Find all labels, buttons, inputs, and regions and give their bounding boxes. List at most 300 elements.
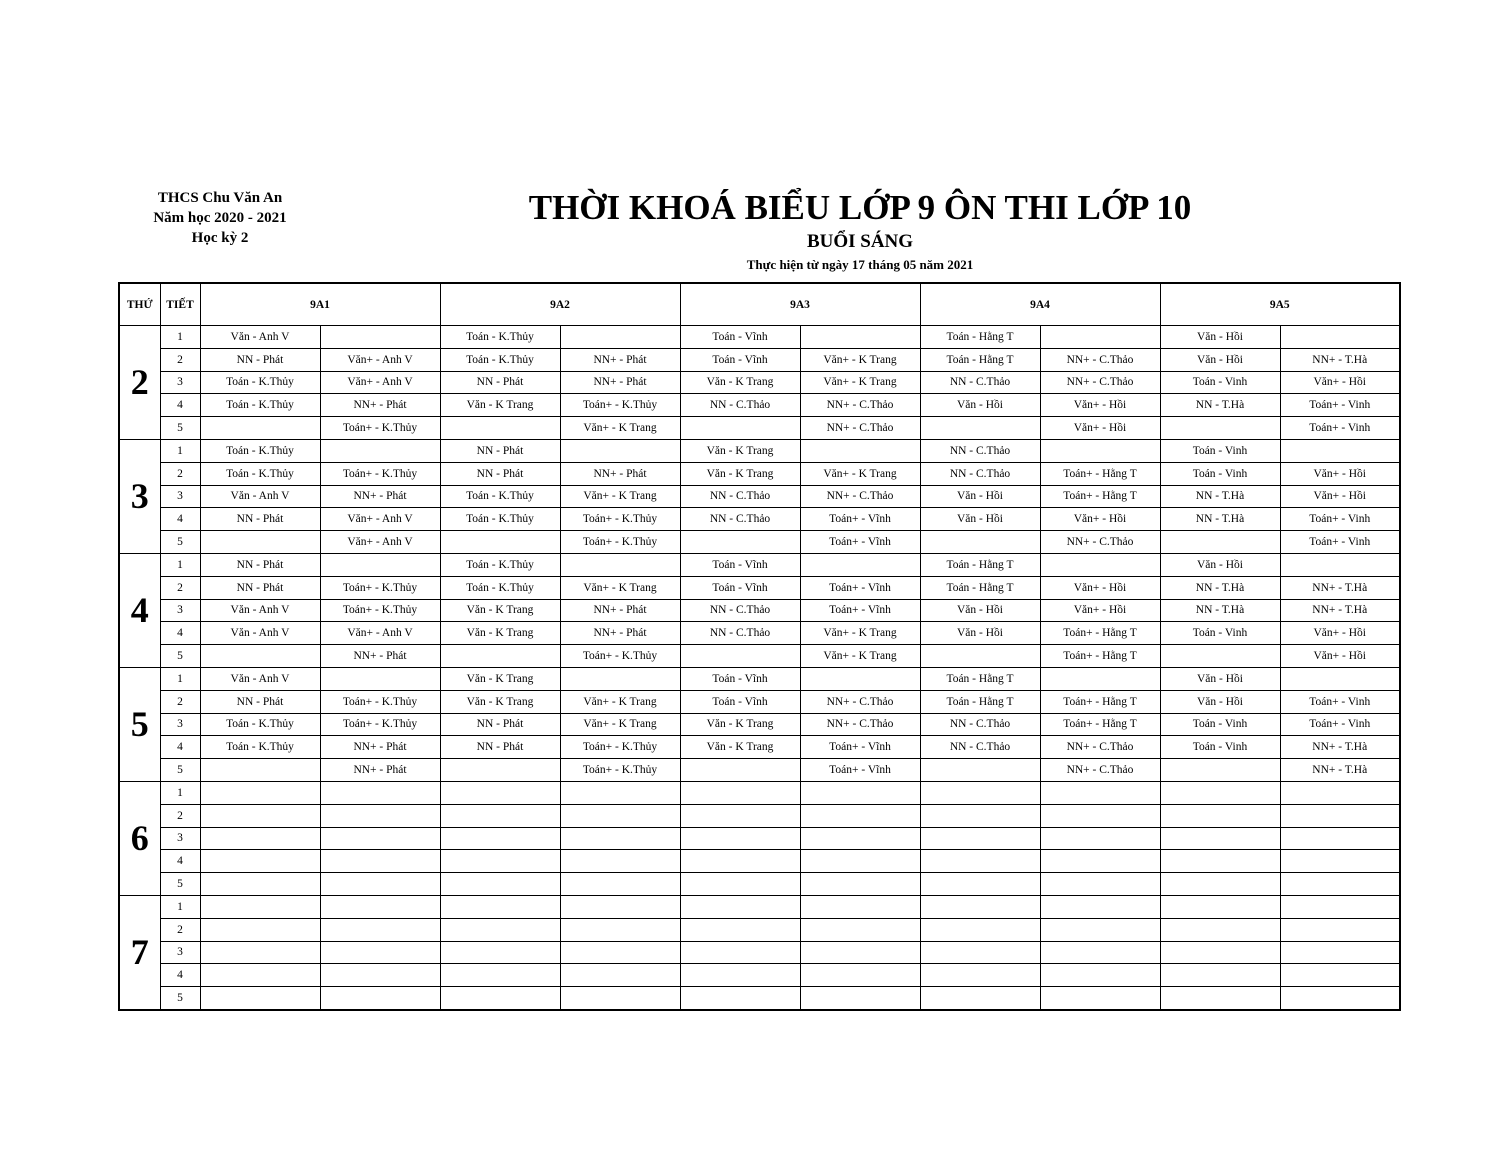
schedule-cell [1040, 918, 1160, 941]
period-number: 5 [160, 987, 200, 1010]
period-number: 1 [160, 895, 200, 918]
period-number: 3 [160, 941, 200, 964]
schedule-cell [440, 417, 560, 440]
schedule-cell [800, 941, 920, 964]
schedule-cell [920, 987, 1040, 1010]
schedule-cell [1280, 781, 1400, 804]
schedule-cell: Văn - Hồi [920, 394, 1040, 417]
schedule-cell: Văn+ - Anh V [320, 348, 440, 371]
schedule-cell: Toán - Vinh [1160, 736, 1280, 759]
schedule-cell: NN - Phát [440, 439, 560, 462]
schedule-cell [560, 439, 680, 462]
schedule-cell [680, 941, 800, 964]
schedule-cell [440, 850, 560, 873]
schedule-cell: Toán+ - K.Thủy [560, 508, 680, 531]
schedule-cell: Toán+ - Vinh [1280, 713, 1400, 736]
schedule-cell [1160, 964, 1280, 987]
schedule-cell: Văn+ - Hồi [1280, 485, 1400, 508]
schedule-cell: Toán - Vĩnh [680, 576, 800, 599]
schedule-cell [680, 645, 800, 668]
schedule-cell [1040, 781, 1160, 804]
schedule-cell: Toán - Hằng T [920, 553, 1040, 576]
period-number: 4 [160, 508, 200, 531]
schedule-cell: Toán+ - K.Thủy [320, 599, 440, 622]
schedule-cell [1040, 804, 1160, 827]
schedule-cell [440, 804, 560, 827]
schedule-cell: Toán+ - K.Thủy [560, 736, 680, 759]
schedule-cell [440, 781, 560, 804]
schedule-cell [1160, 531, 1280, 554]
schedule-cell: NN - Phát [200, 508, 320, 531]
header-class-9a4: 9A4 [920, 283, 1160, 326]
schedule-cell [800, 850, 920, 873]
schedule-cell: NN - Phát [200, 690, 320, 713]
schedule-cell [1280, 987, 1400, 1010]
schedule-cell: Văn - Anh V [200, 667, 320, 690]
schedule-cell [200, 781, 320, 804]
schedule-cell: NN - C.Thảo [680, 508, 800, 531]
schedule-cell [320, 895, 440, 918]
schedule-cell [560, 964, 680, 987]
schedule-cell: Toán+ - K.Thủy [320, 576, 440, 599]
schedule-cell [800, 964, 920, 987]
schedule-cell [560, 918, 680, 941]
schedule-cell [200, 850, 320, 873]
schedule-cell: NN+ - T.Hà [1280, 576, 1400, 599]
table-row [119, 850, 1400, 873]
schedule-cell: NN - C.Thảo [920, 371, 1040, 394]
header-class-9a2: 9A2 [440, 283, 680, 326]
schedule-cell [440, 827, 560, 850]
schedule-cell: NN+ - Phát [560, 348, 680, 371]
schedule-cell [800, 326, 920, 349]
schedule-cell [920, 645, 1040, 668]
schedule-cell: NN+ - C.Thảo [1040, 736, 1160, 759]
timetable-header-row [119, 283, 1400, 326]
schedule-cell [1280, 895, 1400, 918]
schedule-cell [1280, 439, 1400, 462]
schedule-cell: Toán - Vĩnh [680, 326, 800, 349]
period-number: 3 [160, 599, 200, 622]
period-number: 1 [160, 326, 200, 349]
schedule-cell: NN - T.Hà [1160, 394, 1280, 417]
schedule-cell: Văn - Hồi [920, 622, 1040, 645]
schedule-cell: NN - C.Thảo [920, 736, 1040, 759]
schedule-cell: Toán - Vinh [1160, 439, 1280, 462]
schedule-cell [920, 873, 1040, 896]
table-row [119, 645, 1400, 668]
schedule-cell [920, 781, 1040, 804]
schedule-cell: Toán+ - K.Thủy [560, 531, 680, 554]
schedule-cell: NN+ - C.Thảo [1040, 371, 1160, 394]
table-row [119, 759, 1400, 782]
schedule-cell: Văn+ - Hồi [1280, 645, 1400, 668]
schedule-cell [1160, 827, 1280, 850]
schedule-cell: Toán - Vinh [1160, 622, 1280, 645]
schedule-cell: NN+ - Phát [320, 759, 440, 782]
table-row [119, 987, 1400, 1010]
schedule-cell: Toán - K.Thủy [200, 462, 320, 485]
schedule-cell: Toán+ - Vinh [1280, 417, 1400, 440]
schedule-cell [560, 667, 680, 690]
schedule-cell [680, 964, 800, 987]
schedule-cell [320, 667, 440, 690]
schedule-cell [1160, 759, 1280, 782]
schedule-cell [440, 895, 560, 918]
period-number: 1 [160, 781, 200, 804]
schedule-cell: Văn - Hồi [1160, 348, 1280, 371]
schedule-cell [200, 964, 320, 987]
schedule-cell: Văn+ - K Trang [560, 417, 680, 440]
table-row [119, 690, 1400, 713]
schedule-cell [920, 804, 1040, 827]
schedule-cell [1280, 667, 1400, 690]
period-number: 3 [160, 371, 200, 394]
schedule-cell: Toán+ - K.Thủy [560, 394, 680, 417]
schedule-cell: Văn+ - Anh V [320, 622, 440, 645]
schedule-cell: Văn - K Trang [680, 439, 800, 462]
schedule-cell: Toán+ - Vinh [1280, 531, 1400, 554]
period-number: 4 [160, 394, 200, 417]
schedule-cell [1040, 941, 1160, 964]
schedule-cell [1040, 850, 1160, 873]
schedule-cell: Toán+ - Vinh [1280, 690, 1400, 713]
schedule-cell: Văn - K Trang [680, 713, 800, 736]
schedule-cell [1160, 873, 1280, 896]
schedule-cell [440, 873, 560, 896]
schedule-cell: Văn+ - Hồi [1280, 462, 1400, 485]
schedule-cell: Văn+ - Hồi [1040, 394, 1160, 417]
schedule-cell [680, 987, 800, 1010]
header-day: THỨ [119, 283, 160, 326]
schedule-cell: Toán - Vinh [1160, 713, 1280, 736]
schedule-cell [200, 895, 320, 918]
schedule-cell: Toán - K.Thủy [200, 439, 320, 462]
schedule-cell [560, 326, 680, 349]
schedule-cell [560, 827, 680, 850]
schedule-cell [1280, 804, 1400, 827]
schedule-cell: NN+ - Phát [560, 622, 680, 645]
schedule-cell [920, 941, 1040, 964]
schedule-cell [680, 827, 800, 850]
schedule-cell [1040, 439, 1160, 462]
schedule-cell [920, 918, 1040, 941]
schedule-cell: NN - C.Thảo [920, 713, 1040, 736]
schedule-cell: NN - Phát [440, 736, 560, 759]
schedule-cell: Văn+ - Hồi [1280, 371, 1400, 394]
schedule-cell [1280, 850, 1400, 873]
schedule-cell: Toán+ - Vinh [1280, 508, 1400, 531]
schedule-cell: NN+ - C.Thảo [1040, 348, 1160, 371]
schedule-cell: NN - C.Thảo [680, 394, 800, 417]
schedule-cell: NN - T.Hà [1160, 508, 1280, 531]
schedule-cell: Toán - Vĩnh [680, 690, 800, 713]
period-number: 1 [160, 439, 200, 462]
schedule-cell [440, 531, 560, 554]
table-row [119, 873, 1400, 896]
schedule-cell: NN+ - Phát [560, 599, 680, 622]
schedule-cell: Văn - Anh V [200, 622, 320, 645]
schedule-cell: Văn - K Trang [680, 371, 800, 394]
table-row [119, 576, 1400, 599]
schedule-cell: NN+ - C.Thảo [800, 690, 920, 713]
schedule-cell: Toán - K.Thủy [200, 736, 320, 759]
schedule-cell: NN+ - T.Hà [1280, 759, 1400, 782]
schedule-cell: NN+ - Phát [320, 485, 440, 508]
schedule-cell: Toán+ - Vĩnh [800, 508, 920, 531]
schedule-cell: Văn - Hồi [920, 508, 1040, 531]
period-number: 2 [160, 348, 200, 371]
schedule-cell [320, 873, 440, 896]
schedule-cell [1160, 417, 1280, 440]
schedule-cell [1280, 873, 1400, 896]
schedule-cell: Văn+ - Anh V [320, 508, 440, 531]
schedule-cell: Toán - Hằng T [920, 326, 1040, 349]
schedule-cell [1280, 827, 1400, 850]
schedule-cell: Văn+ - K Trang [800, 348, 920, 371]
schedule-cell: Toán - K.Thủy [440, 485, 560, 508]
schedule-cell: Toán+ - K.Thủy [320, 713, 440, 736]
schedule-cell: NN - C.Thảo [920, 462, 1040, 485]
schedule-cell: Văn+ - Hồi [1040, 599, 1160, 622]
schedule-cell [320, 827, 440, 850]
day-label: 3 [119, 439, 160, 553]
schedule-cell [320, 439, 440, 462]
schedule-cell [920, 827, 1040, 850]
schedule-cell [440, 918, 560, 941]
schedule-cell [1280, 941, 1400, 964]
schedule-cell [1040, 987, 1160, 1010]
schedule-cell: Văn - K Trang [680, 462, 800, 485]
schedule-cell: NN - C.Thảo [920, 439, 1040, 462]
schedule-cell [920, 964, 1040, 987]
schedule-cell [440, 759, 560, 782]
schedule-cell [800, 804, 920, 827]
table-row [119, 941, 1400, 964]
schedule-cell [920, 759, 1040, 782]
schedule-cell [560, 941, 680, 964]
schedule-cell: NN - C.Thảo [680, 599, 800, 622]
period-number: 1 [160, 667, 200, 690]
schedule-cell: Toán+ - Hằng T [1040, 622, 1160, 645]
schedule-cell: Văn+ - Anh V [320, 371, 440, 394]
period-number: 2 [160, 804, 200, 827]
table-row [119, 713, 1400, 736]
schedule-cell: Toán+ - Hằng T [1040, 462, 1160, 485]
header-period: TIẾT [160, 283, 200, 326]
table-row [119, 394, 1400, 417]
period-number: 5 [160, 417, 200, 440]
page-title: THỜI KHOÁ BIỂU LỚP 9 ÔN THI LỚP 10 [528, 188, 1192, 227]
schedule-cell [1040, 964, 1160, 987]
schedule-cell: Toán - Hằng T [920, 690, 1040, 713]
schedule-cell: Văn - Anh V [200, 485, 320, 508]
day-label: 5 [119, 667, 160, 781]
schedule-cell: Toán+ - K.Thủy [320, 417, 440, 440]
schedule-cell: Văn - K Trang [440, 622, 560, 645]
school-name: THCS Chu Văn An [157, 190, 283, 206]
schedule-cell: Toán+ - K.Thủy [560, 759, 680, 782]
table-row [119, 371, 1400, 394]
schedule-cell [800, 895, 920, 918]
schedule-cell: Toán - K.Thủy [200, 371, 320, 394]
schedule-cell: Văn+ - Hồi [1040, 576, 1160, 599]
table-row [119, 622, 1400, 645]
schedule-cell [800, 781, 920, 804]
period-number: 3 [160, 485, 200, 508]
schedule-cell [680, 873, 800, 896]
schedule-cell: Văn - Hồi [1160, 326, 1280, 349]
schedule-cell [320, 941, 440, 964]
schedule-cell [320, 850, 440, 873]
schedule-cell: Toán - K.Thủy [440, 576, 560, 599]
schedule-cell [440, 645, 560, 668]
schedule-cell [200, 417, 320, 440]
schedule-cell: Toán+ - K.Thủy [320, 690, 440, 713]
period-number: 5 [160, 759, 200, 782]
schedule-cell [800, 918, 920, 941]
schedule-cell: Văn+ - K Trang [560, 485, 680, 508]
schedule-cell [1160, 645, 1280, 668]
table-row [119, 439, 1400, 462]
schedule-cell: Văn+ - Anh V [320, 531, 440, 554]
schedule-cell: NN+ - Phát [320, 645, 440, 668]
schedule-cell [560, 987, 680, 1010]
schedule-cell: NN - T.Hà [1160, 485, 1280, 508]
schedule-cell [560, 895, 680, 918]
schedule-cell: NN - Phát [200, 576, 320, 599]
schedule-cell [800, 553, 920, 576]
table-row [119, 964, 1400, 987]
schedule-cell [680, 918, 800, 941]
period-number: 3 [160, 713, 200, 736]
header-class-9a3: 9A3 [680, 283, 920, 326]
schedule-cell [920, 531, 1040, 554]
effective-date: Thực hiện từ ngày 17 tháng 05 năm 2021 [746, 257, 974, 272]
schedule-cell [560, 850, 680, 873]
schedule-cell [320, 553, 440, 576]
schedule-cell [1160, 850, 1280, 873]
schedule-cell: Văn - K Trang [440, 690, 560, 713]
table-row [119, 348, 1400, 371]
period-number: 5 [160, 873, 200, 896]
schedule-cell [1280, 326, 1400, 349]
schedule-cell [680, 759, 800, 782]
table-row [119, 895, 1400, 918]
schedule-cell: Toán - Hằng T [920, 667, 1040, 690]
schedule-cell [440, 987, 560, 1010]
schedule-cell: Toán+ - Vĩnh [800, 759, 920, 782]
schedule-cell [320, 987, 440, 1010]
table-row [119, 804, 1400, 827]
schedule-cell: NN - Phát [200, 348, 320, 371]
schedule-cell [1280, 918, 1400, 941]
schedule-cell: Văn+ - K Trang [800, 371, 920, 394]
schedule-cell: Văn+ - Hồi [1040, 508, 1160, 531]
schedule-cell [1040, 553, 1160, 576]
period-number: 4 [160, 622, 200, 645]
schedule-cell: NN+ - T.Hà [1280, 348, 1400, 371]
day-label: 2 [119, 326, 160, 440]
schedule-cell [200, 987, 320, 1010]
header-class-9a5: 9A5 [1160, 283, 1400, 326]
schedule-cell [1160, 941, 1280, 964]
day-label: 4 [119, 553, 160, 667]
schedule-cell: NN+ - C.Thảo [1040, 531, 1160, 554]
schedule-cell [200, 941, 320, 964]
schedule-cell [680, 804, 800, 827]
schedule-cell: Văn+ - K Trang [560, 576, 680, 599]
period-number: 4 [160, 964, 200, 987]
schedule-cell: Toán+ - Hằng T [1040, 645, 1160, 668]
schedule-cell: Văn - Hồi [920, 485, 1040, 508]
schedule-cell: Văn - Anh V [200, 326, 320, 349]
schedule-cell: Văn - Hồi [1160, 553, 1280, 576]
schedule-cell [560, 781, 680, 804]
schedule-cell [200, 531, 320, 554]
schedule-cell [1160, 918, 1280, 941]
schedule-cell: NN - C.Thảo [680, 622, 800, 645]
header-class-9a1: 9A1 [200, 283, 440, 326]
schedule-cell: NN+ - Phát [320, 394, 440, 417]
schedule-cell: Toán - Vinh [1160, 462, 1280, 485]
schedule-cell [560, 804, 680, 827]
schedule-cell: NN - Phát [440, 371, 560, 394]
table-row [119, 508, 1400, 531]
schedule-cell [1040, 873, 1160, 896]
period-number: 5 [160, 645, 200, 668]
schedule-cell [1040, 326, 1160, 349]
school-year: Năm học 2020 - 2021 [153, 210, 287, 226]
table-row [119, 599, 1400, 622]
timetable-body [119, 326, 1400, 1010]
schedule-cell [1040, 827, 1160, 850]
schedule-cell: Toán - Vinh [1160, 371, 1280, 394]
period-number: 2 [160, 918, 200, 941]
schedule-cell [320, 964, 440, 987]
schedule-cell [1160, 804, 1280, 827]
schedule-cell: NN - T.Hà [1160, 599, 1280, 622]
schedule-cell [800, 987, 920, 1010]
schedule-cell [320, 918, 440, 941]
schedule-cell: Toán - K.Thủy [200, 713, 320, 736]
day-label: 6 [119, 781, 160, 895]
schedule-cell [200, 827, 320, 850]
schedule-cell [800, 827, 920, 850]
schedule-cell: Toán - Vĩnh [680, 667, 800, 690]
table-row [119, 417, 1400, 440]
schedule-cell: NN - Phát [440, 713, 560, 736]
timetable [118, 282, 1401, 1011]
schedule-cell: NN - T.Hà [1160, 576, 1280, 599]
school-info [120, 188, 320, 248]
schedule-cell [920, 895, 1040, 918]
schedule-cell: Văn - Anh V [200, 599, 320, 622]
schedule-cell: Văn - Hồi [1160, 690, 1280, 713]
schedule-cell [320, 326, 440, 349]
schedule-cell [800, 439, 920, 462]
schedule-cell: Toán - Hằng T [920, 348, 1040, 371]
period-number: 2 [160, 462, 200, 485]
schedule-cell [440, 964, 560, 987]
schedule-cell [680, 417, 800, 440]
schedule-cell [1160, 895, 1280, 918]
schedule-cell: Văn - K Trang [440, 667, 560, 690]
schedule-cell [800, 667, 920, 690]
table-row [119, 553, 1400, 576]
schedule-cell: Văn+ - Hồi [1040, 417, 1160, 440]
schedule-cell: NN+ - C.Thảo [800, 485, 920, 508]
